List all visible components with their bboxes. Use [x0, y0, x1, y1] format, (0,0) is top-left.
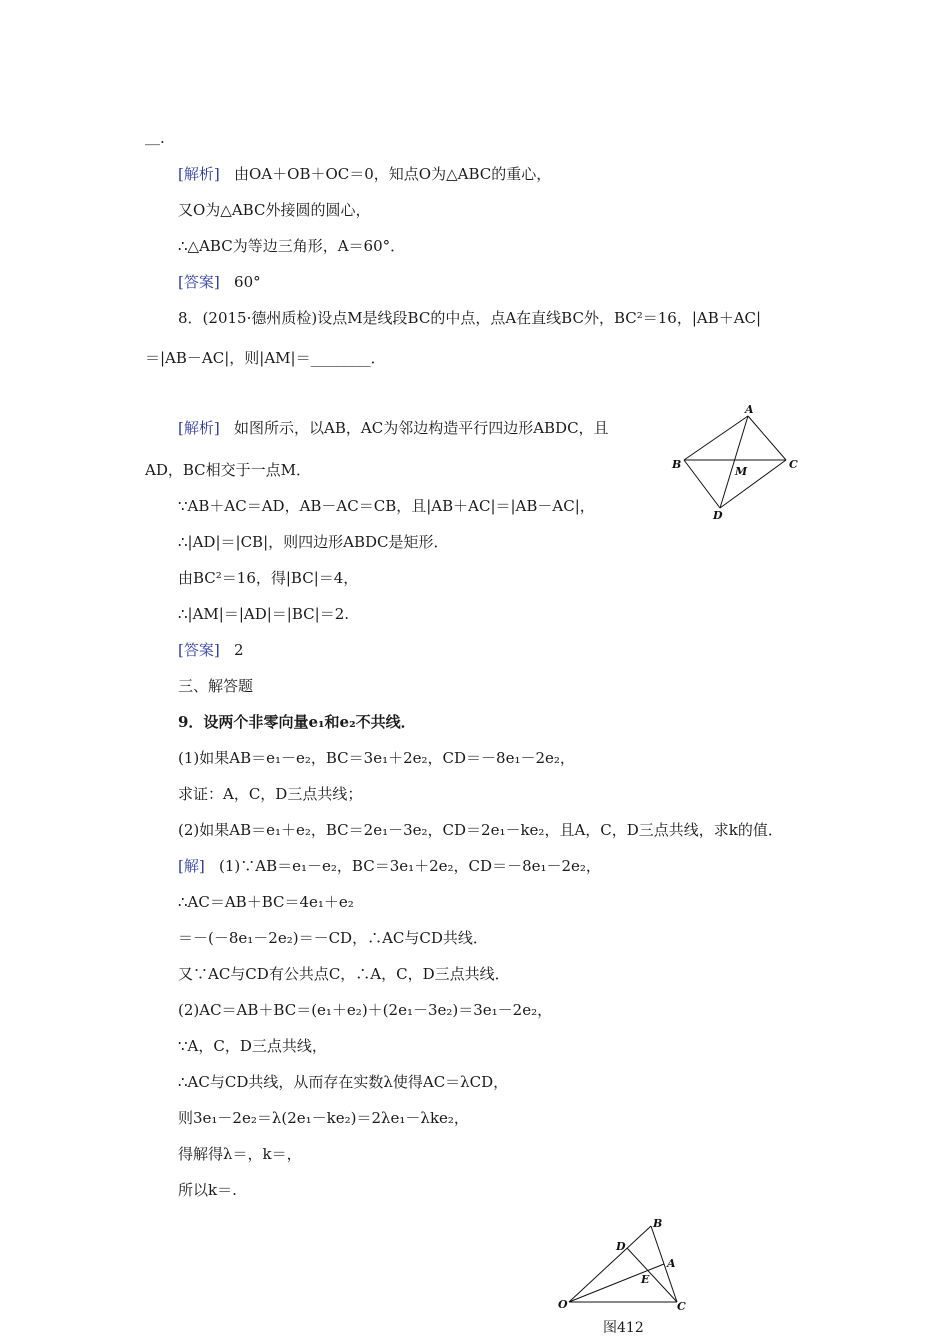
label-c: C — [677, 1300, 686, 1313]
label-c: C — [789, 458, 798, 471]
label-b: B — [672, 458, 682, 471]
q9-solution-line-9: 得解得λ＝，k＝， — [178, 1145, 302, 1163]
q7-answer — [178, 272, 261, 292]
answer-tag: [答案] — [178, 641, 220, 659]
q9-part-1: (1)如果AB＝e₁－e₂，BC＝3e₁＋2e₂，CD＝－8e₁－2e₂， — [178, 749, 575, 767]
edge-ab — [684, 416, 748, 460]
triangle-figure — [555, 1212, 705, 1314]
q9-solution-line-7: ∴AC与CD共线，从而存在实数λ使得AC＝λCD， — [178, 1073, 509, 1091]
q7-tail: ＿. — [145, 129, 165, 147]
figure-caption: 图412 — [603, 1320, 644, 1336]
answer-tag: [答案] — [178, 273, 220, 291]
q9-solution-line-10: 所以k＝. — [178, 1181, 237, 1199]
solution-text: (1)∵AB＝e₁－e₂，BC＝3e₁＋2e₂，CD＝－8e₁－2e₂， — [219, 857, 601, 875]
q7-solution-line-2: 又O为△ABC外接圆的圆心， — [178, 201, 371, 219]
answer-value: 2 — [234, 641, 244, 659]
q8-answer — [178, 640, 244, 660]
q8-solution-line-3: ∵AB＋AC＝AD，AB－AC＝CB，且|AB＋AC|＝|AB－AC|， — [178, 497, 595, 515]
q8-solution-line-1 — [178, 418, 609, 438]
q8-stem-line-1: 8．(2015·德州质检)设点M是线段BC的中点，点A在直线BC外，BC²＝16，|AB＋AC| — [178, 309, 762, 327]
q8-solution-line-5: 由BC²＝16，得|BC|＝4， — [178, 569, 359, 587]
q9-solution-line-8: 则3e₁－2e₂＝λ(2e₁－ke₂)＝2λe₁－λke₂， — [178, 1109, 469, 1127]
q9-part-2: (2)如果AB＝e₁＋e₂，BC＝2e₁－3e₂，CD＝2e₁－ke₂，且A，C，D三点共线，求k的值． — [178, 821, 783, 839]
q8-solution-line-4: ∴|AD|＝|CB|，则四边形ABDC是矩形． — [178, 533, 449, 551]
q8-solution-line-6: ∴|AM|＝|AD|＝|BC|＝2. — [178, 605, 350, 623]
answer-value: 60° — [234, 273, 261, 291]
edge-cd — [720, 460, 786, 508]
diagonal-ad — [720, 416, 748, 508]
edge-ac — [748, 416, 786, 460]
q9-solution-line-1 — [178, 856, 601, 876]
segment-oa — [569, 1264, 664, 1302]
q7-solution-line-3: ∴△ABC为等边三角形，A＝60°． — [178, 237, 406, 255]
solution-tag: [解析] — [178, 419, 220, 437]
label-d: D — [713, 509, 723, 522]
solution-text: 如图所示，以AB，AC为邻边构造平行四边形ABDC，且 — [234, 419, 609, 437]
label-a: A — [667, 1257, 676, 1270]
q9-stem: 9．设两个非零向量e₁和e₂不共线． — [178, 713, 416, 731]
solution-text: 由OA＋OB＋OC＝0，知点O为△ABC的重心， — [234, 165, 552, 183]
q8-solution-line-2: AD，BC相交于一点M． — [145, 461, 311, 479]
label-a: A — [745, 403, 754, 416]
section-heading: 三、解答题 — [178, 677, 254, 695]
label-m: M — [735, 465, 748, 478]
parallelogram-figure — [668, 402, 808, 524]
label-b: B — [653, 1217, 663, 1230]
label-e: E — [641, 1273, 650, 1286]
q9-solution-line-5: (2)AC＝AB＋BC＝(e₁＋e₂)＋(2e₁－3e₂)＝3e₁－2e₂， — [178, 1001, 553, 1019]
q9-solution-line-2: ∴AC＝AB＋BC＝4e₁＋e₂ — [178, 893, 354, 911]
q8-stem-line-2: ＝|AB－AC|，则|AM|＝________． — [145, 349, 386, 367]
solution-tag: [解] — [178, 857, 205, 875]
label-d: D — [616, 1240, 626, 1253]
q9-solution-line-6: ∵A，C，D三点共线， — [178, 1037, 327, 1055]
solution-tag: [解析] — [178, 165, 220, 183]
q9-solution-line-3: ＝－(－8e₁－2e₂)＝－CD，∴AC与CD共线． — [178, 929, 488, 947]
q9-part-1-prove: 求证：A，C，D三点共线； — [178, 785, 363, 803]
q9-solution-line-4: 又∵AC与CD有公共点C，∴A，C，D三点共线． — [178, 965, 510, 983]
q7-solution-line-1 — [178, 164, 551, 184]
edge-bd — [684, 460, 720, 508]
label-o: O — [558, 1298, 568, 1311]
segment-ob — [569, 1226, 651, 1302]
